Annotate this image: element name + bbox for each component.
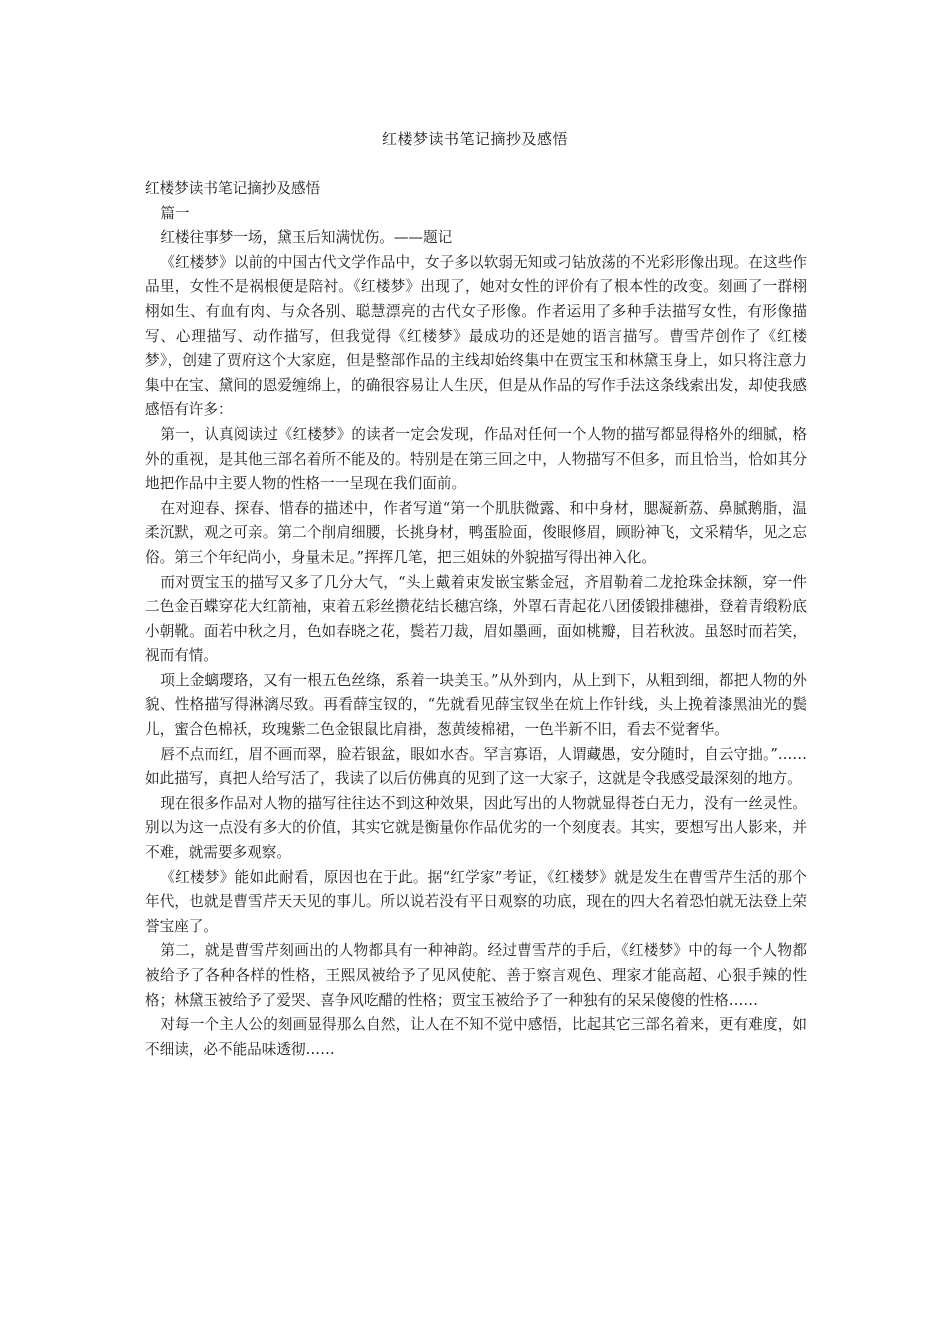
section-label: 篇一 [160, 204, 190, 222]
paragraph: 在对迎春、探春、惜春的描述中，作者写道“第一个肌肤微露、和中身材，腮凝新荔、鼻腻鹅脂，温柔沉默，观之可亲。第二个削肩细腰，长挑身材，鸭蛋脸面，俊眼修眉，顾盼神飞，文采精华，见之忘俗。第三个年纪尚小，身量未足。”挥挥几笔，把三姐妹的外貌描写得出神入化。 [145, 499, 807, 566]
document-body [145, 177, 807, 1062]
document-title: 红楼梦读书笔记摘抄及感悟 [381, 130, 568, 148]
paragraph: 现在很多作品对人物的描写往往达不到这种效果，因此写出的人物就显得苍白无力，没有一丝灵性。别以为这一点没有多大的价值，其实它就是衡量你作品优劣的一个刻度表。其实，要想写出人影来，并不难，就需要多观察。 [145, 794, 807, 862]
paragraph: 《红楼梦》能如此耐看，原因也在于此。据“红学家”考证，《红楼梦》就是发生在曹雪芹生活的那个年代，也就是曹雪芹天天见的事儿。所以说若没有平日观察的功底，现在的四大名着恐怕就无法登上荣誉宝座了。 [145, 868, 807, 935]
paragraph: 第一，认真阅读过《红楼梦》的读者一定会发现，作品对任何一个人物的描写都显得格外的细腻，格外的重视，是其他三部名着所不能及的。特别是在第三回之中，人物描写不但多，而且恰当，恰如其分地把作品中主要人物的性格一一呈现在我们面前。 [145, 425, 807, 493]
paragraph: 对每一个主人公的刻画显得那么自然，让人在不知不觉中感悟，比起其它三部名着来，更有难度，如不细读，必不能品味透彻…… [145, 1016, 807, 1058]
body-heading: 红楼梦读书笔记摘抄及感悟 [145, 180, 321, 197]
paragraph: 项上金螭璎珞，又有一根五色丝绦，系着一块美玉。”从外到内，从上到下，从粗到细，都把人物的外貌、性格描写得淋漓尽致。再看薛宝钗的，“先就看见薛宝钗坐在炕上作针线，头上挽着漆黑油光的鬓儿，蜜合色棉袄，玫瑰紫二色金银鼠比肩褂，葱黄绫棉裙，一色半新不旧，看去不觉奢华。 [145, 671, 807, 739]
paragraph: 第二，就是曹雪芹刻画出的人物都具有一种神韵。经过曹雪芹的手后，《红楼梦》中的每一个人物都被给予了各种各样的性格，王熙凤被给予了见风使舵、善于察言观色、理家才能高超、心狠手辣的性格；林黛玉被给予了爱哭、喜争风吃醋的性格；贾宝玉被给予了一种独有的呆呆傻傻的性格…… [145, 942, 807, 1009]
paragraph: 而对贾宝玉的描写又多了几分大气，“头上戴着束发嵌宝紫金冠，齐眉勒着二龙抢珠金抹额，穿一件二色金百蝶穿花大红箭袖，束着五彩丝攒花结长穗宫绦，外罩石青起花八团倭锻排穗褂，登着青缎粉底小朝靴。面若中秋之月，色如春晓之花，鬓若刀裁，眉如墨画，面如桃瓣，目若秋波。虽怒时而若笑，视而有情。 [145, 573, 807, 665]
paragraph: 唇不点而红，眉不画而翠，脸若银盆，眼如水杏。罕言寡语，人谓藏愚，安分随时，自云守拙。”……如此描写，真把人给写活了，我读了以后仿佛真的见到了这一大家子，这就是令我感受最深刻的地方。 [145, 745, 807, 788]
paragraph: 《红楼梦》以前的中国古代文学作品中，女子多以软弱无知或刁钻放荡的不光彩形像出现。在这些作品里，女性不是祸根便是陪衬。《红楼梦》出现了，她对女性的评价有了根本性的改变。刻画了一群栩栩如生、有血有肉、与众各别、聪慧漂亮的古代女子形像。作者运用了多种手法描写女性，有形像描写、心理描写、动作描写，但我觉得《红楼梦》最成功的还是她的语言描写。曹雪芹创作了《红楼梦》，创建了贾府这个大家庭，但是整部作品的主线却始终集中在贾宝玉和林黛玉身上，如只将注意力集中在宝、黛间的恩爱缠绵上，的确很容易让人生厌，但是从作品的写作手法这条线索出发，却使我感感悟有许多： [145, 253, 807, 419]
epigraph: 红楼往事梦一场，黛玉后知满忧伤。——题记 [160, 229, 453, 247]
